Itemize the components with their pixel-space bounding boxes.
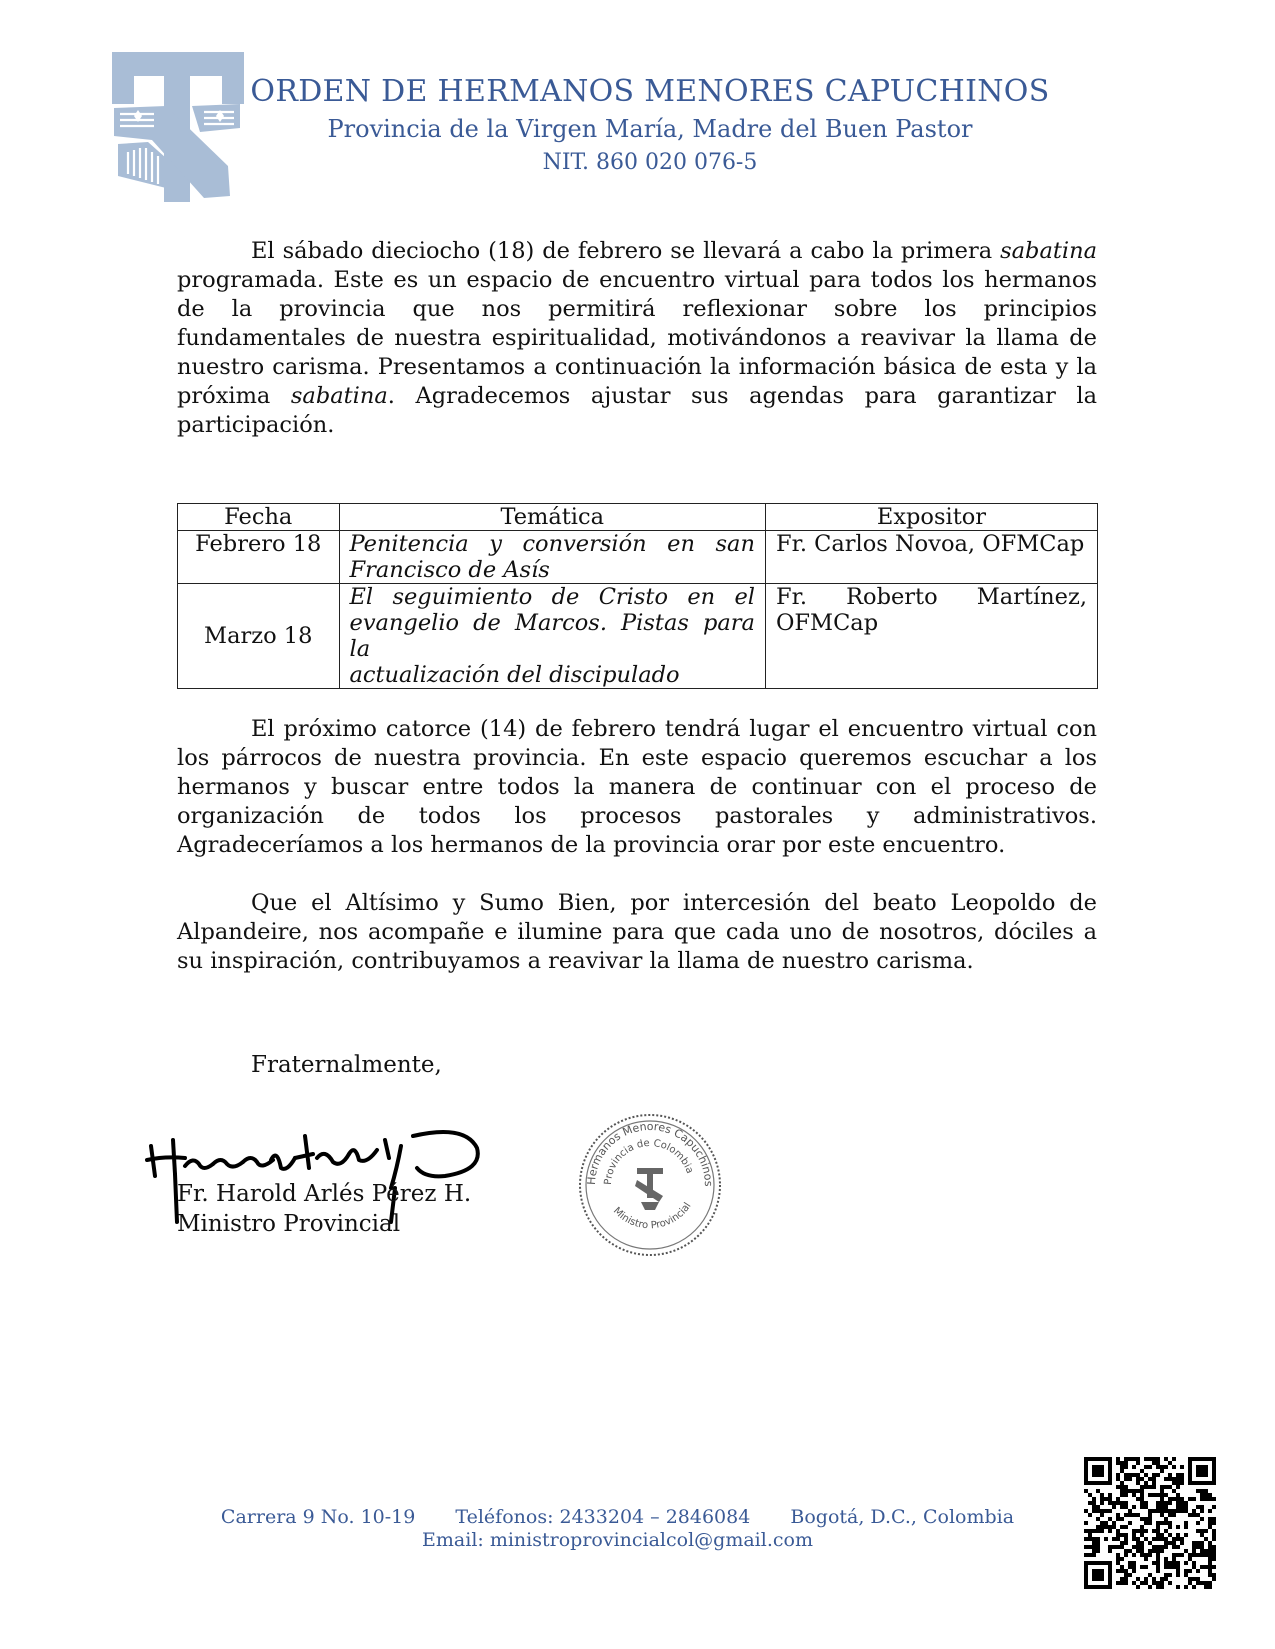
table-cell-tematica: El seguimiento de Cristo en el evangelio de Marcos. Pistas para la actualización del discipulado bbox=[339, 584, 765, 689]
stamp-inner-text: Provincia de Colombia bbox=[602, 1137, 696, 1186]
closing-salutation: Fraternalmente, bbox=[251, 1052, 442, 1078]
table-cell-expositor: Fr. Roberto Martínez, OFMCap bbox=[765, 584, 1097, 689]
table-cell-expositor: Fr. Carlos Novoa, OFMCap bbox=[765, 531, 1097, 584]
table-header-row bbox=[178, 504, 1098, 531]
column-header-expositor: Expositor bbox=[765, 504, 1097, 531]
table-row bbox=[178, 584, 1098, 689]
tax-id: NIT. 860 020 076-5 bbox=[542, 150, 758, 175]
column-header-fecha: Fecha bbox=[178, 504, 340, 531]
column-header-tematica: Temática bbox=[339, 504, 765, 531]
stamp-bottom-text: Ministro Provincial bbox=[610, 1200, 694, 1232]
paragraph-sabatinas: El sábado dieciocho (18) de febrero se llevará a cabo la primera sabatina programada. Este es un espacio de encuentro virtual para todos los hermanos de la provincia que nos permitirá reflexionar sobre los principios fundamentales de nuestra espiritualidad, motivándonos a reavivar la llama de nuestro carisma. Presentamos a continuación la información básica de esta y la próxima sabatina. Agradecemos ajustar sus agendas para garantizar la participación. bbox=[177, 238, 1097, 438]
table-cell-fecha: Febrero 18 bbox=[178, 531, 340, 584]
footer-phones: Teléfonos: 2433204 – 2846084 bbox=[455, 1506, 751, 1528]
signer-role: Ministro Provincial bbox=[177, 1211, 401, 1237]
footer-address: Carrera 9 No. 10-19 bbox=[220, 1506, 416, 1528]
province-name: Provincia de la Virgen María, Madre del Buen Pastor bbox=[327, 115, 973, 143]
table-cell-tematica: Penitencia y conversión en san Francisco de Asís bbox=[339, 531, 765, 584]
order-logo-icon bbox=[108, 48, 248, 208]
paragraph-blessing: Que el Altísimo y Sumo Bien, por intercesión del beato Leopoldo de Alpandeire, nos acompañe e ilumine para que cada uno de nosotros, dóciles a su inspiración, contribuyamos a reavivar la llama de nuestro carisma. bbox=[177, 890, 1097, 974]
qr-code-icon bbox=[1084, 1457, 1216, 1589]
footer-city: Bogotá, D.C., Colombia bbox=[790, 1506, 1015, 1528]
table-row bbox=[178, 531, 1098, 584]
signer-name: Fr. Harold Arlés Pérez H. bbox=[177, 1181, 472, 1207]
organization-name: ORDEN DE HERMANOS MENORES CAPUCHINOS bbox=[250, 74, 1050, 109]
schedule-table bbox=[177, 503, 1098, 689]
footer-contact-line bbox=[0, 1506, 1255, 1528]
table-cell-fecha: Marzo 18 bbox=[178, 584, 340, 689]
official-seal-icon bbox=[575, 1110, 725, 1260]
footer-email: Email: ministroprovincialcol@gmail.com bbox=[422, 1529, 813, 1551]
stamp-outer-text: Hermanos Menores Capuchinos bbox=[584, 1119, 716, 1187]
paragraph-parrocos: El próximo catorce (14) de febrero tendrá lugar el encuentro virtual con los párrocos de nuestra provincia. En este espacio queremos escuchar a los hermanos y buscar entre todos la manera de continuar con el proceso de organización de todos los procesos pastorales y administrativos. Agradeceríamos a los hermanos de la provincia orar por este encuentro. bbox=[177, 716, 1097, 858]
